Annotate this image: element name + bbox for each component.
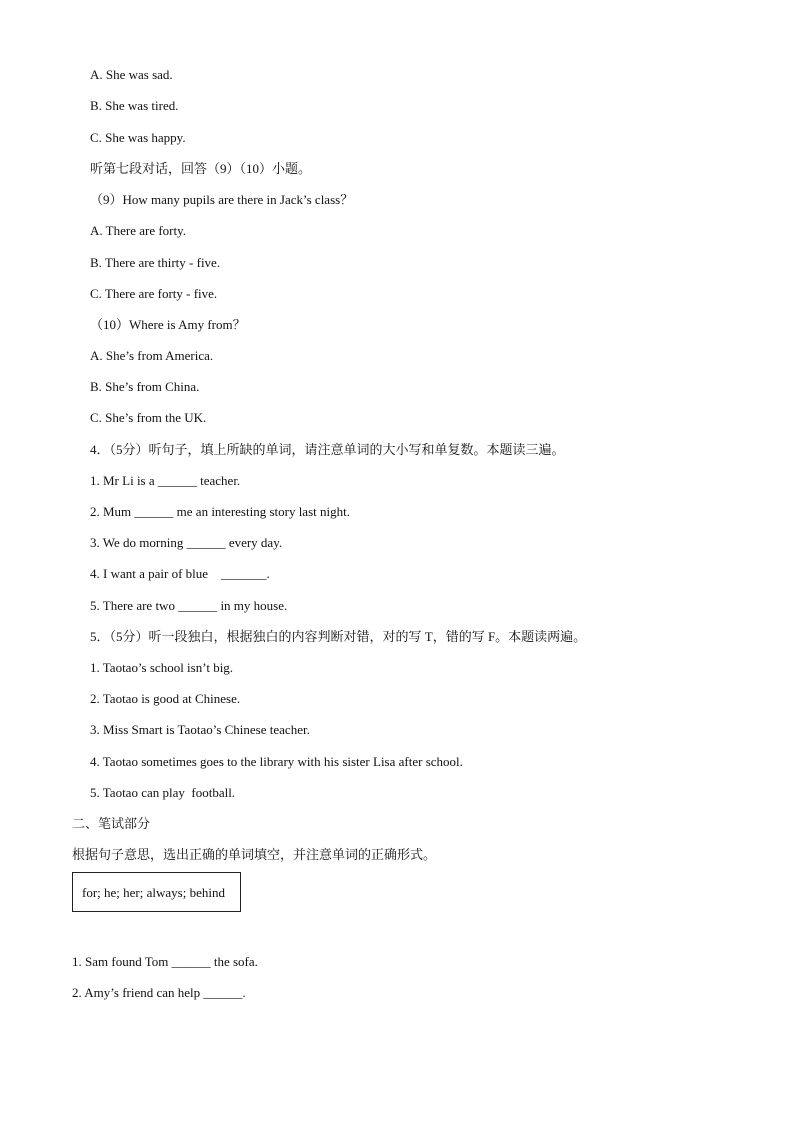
judge-item-2: 2. Taotao is good at Chinese. [90,691,241,706]
q10-option-a: A. She’s from America. [90,348,214,363]
word-choice-instruction: 根据句子意思，选出正确的单词填空，并注意单词的正确形式。 [72,847,437,862]
fill-item-1: 1. Mr Li is a ______ teacher. [90,473,241,488]
word-bank-box [72,872,241,912]
fill-item-4: 4. I want a pair of blue _______. [90,566,270,581]
section-4-heading: 4．（5分）听句子，填上所缺的单词，请注意单词的大小写和单复数。本题读三遍。 [90,442,565,457]
word-bank-text: for; he; her; always; behind [82,885,225,900]
written-item-2: 2. Amy’s friend can help ______. [72,985,246,1000]
judge-item-4: 4. Taotao sometimes goes to the library with his sister Lisa after school. [90,754,463,769]
q9-option-b: B. There are thirty - five. [90,255,221,270]
section-5-heading: 5．（5分）听一段独白，根据独白的内容判断对错，对的写 T，错的写 F。本题读两遍。 [90,629,587,644]
question-9: （9）How many pupils are there in Jack’s class？ [90,192,354,207]
fill-item-5: 5. There are two ______ in my house. [90,598,288,613]
q8-option-b: B. She was tired. [90,98,179,113]
q9-option-c: C. There are forty - five. [90,286,218,301]
written-part-heading: 二、笔试部分 [72,816,151,831]
q9-option-a: A. There are forty. [90,223,187,238]
written-item-1: 1. Sam found Tom ______ the sofa. [72,954,258,969]
q10-option-b: B. She’s from China. [90,379,200,394]
fill-item-2: 2. Mum ______ me an interesting story last night. [90,504,350,519]
fill-item-3: 3. We do morning ______ every day. [90,535,283,550]
q8-option-c: C. She was happy. [90,130,186,145]
q8-option-a: A. She was sad. [90,67,173,82]
q10-option-c: C. She’s from the UK. [90,410,207,425]
judge-item-3: 3. Miss Smart is Taotao’s Chinese teacher. [90,722,310,737]
question-10: （10）Where is Amy from？ [90,317,246,332]
dialogue-7-instruction: 听第七段对话，回答（9）（10）小题。 [90,161,312,176]
judge-item-5: 5. Taotao can play football. [90,785,236,800]
judge-item-1: 1. Taotao’s school isn’t big. [90,660,234,675]
